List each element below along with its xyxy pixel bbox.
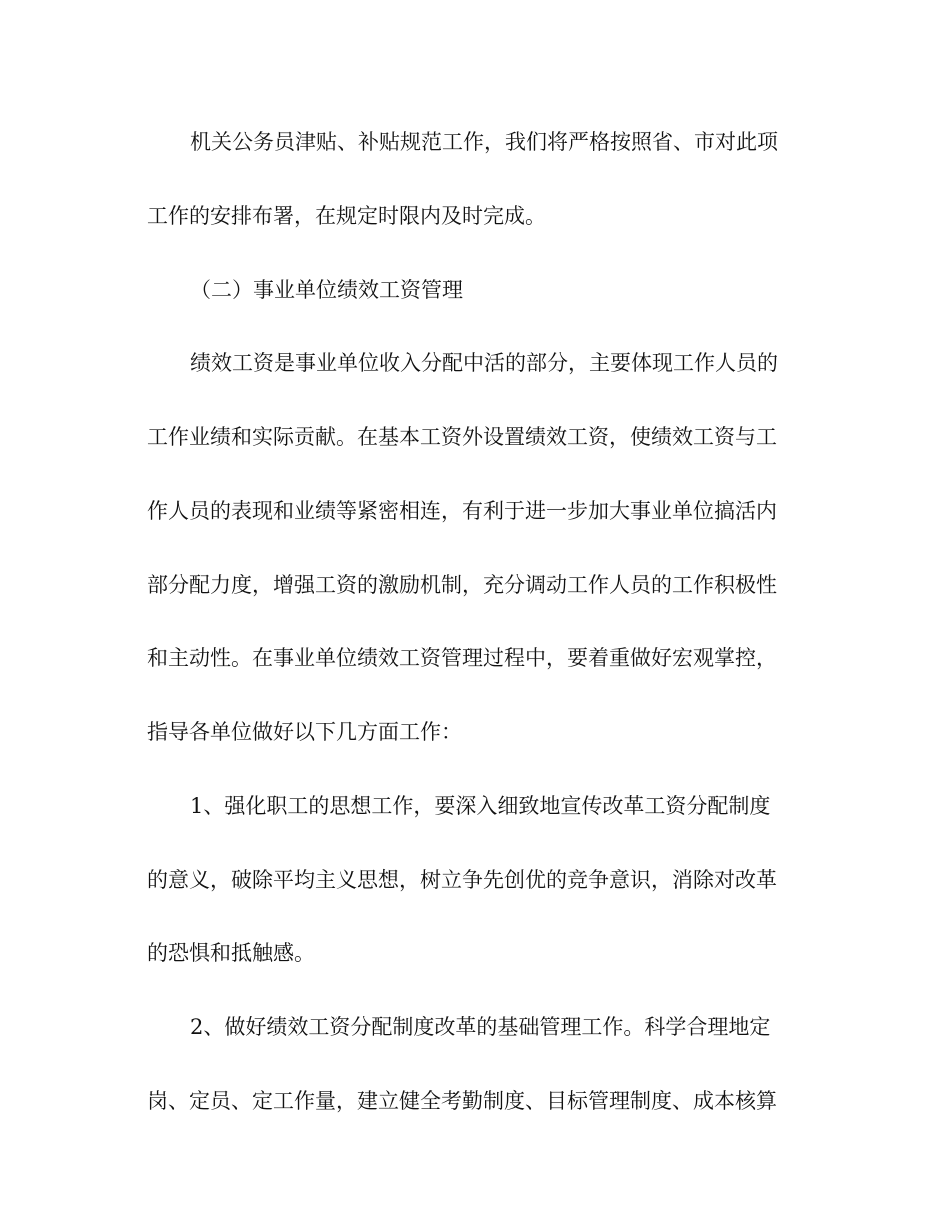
document-page: 机关公务员津贴、补贴规范工作，我们将严格按照省、市对此项 工作的安排布署，在规定时限内及时完成。 （二）事业单位绩效工资管理 绩效工资是事业单位收入分配中活的部分，主要体现工作人员的 工作业绩和实际贡献。在基本工资外设置绩效工资，使绩效工资与工 作人员的表现和业绩等紧密相连，有利于进一步加大事业单位搞活内 部分配力度，增强工资的激励机制，充分调动工作人员的工作积极性 和主动性。在事业单位绩效工资管理过程中，要着重做好宏观掌控， 指导各单位做好以下几方面工作： 1、强化职工的思想工作，要深入细致地宣传改革工资分配制度 的意义，破除平均主义思想，树立争先创优的竞争意识，消除对改革 的恐惧和抵触感。 2、做好绩效工资分配制度改革的基础管理工作。科学合理地定 岗、定员、定工作量，建立健全考勤制度、目标管理制度、成本核算 bbox=[147, 130, 778, 1113]
